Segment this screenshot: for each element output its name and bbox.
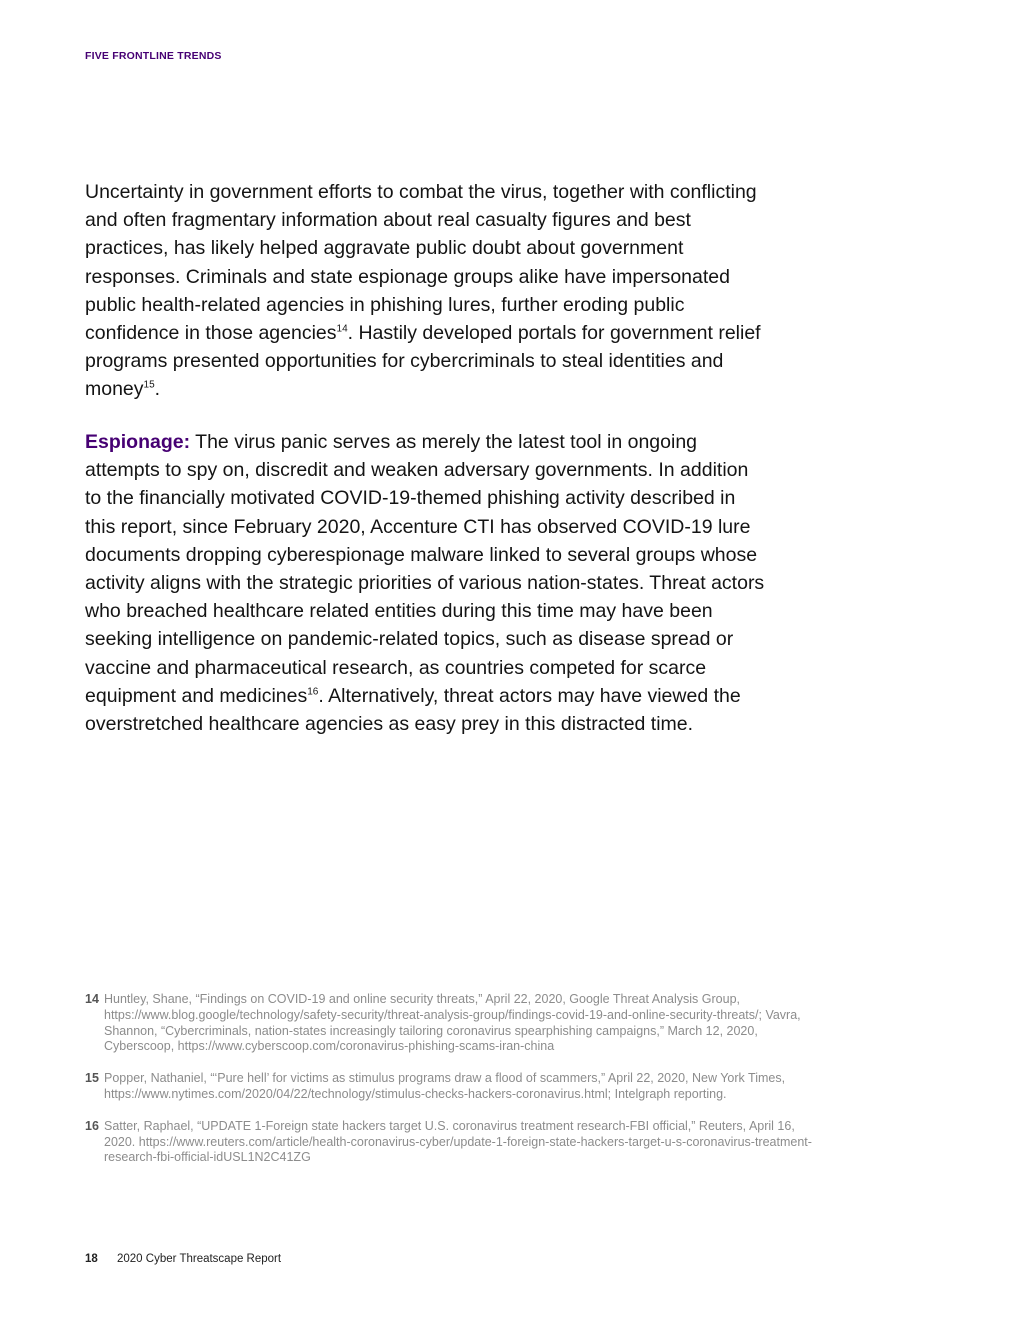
section-label: FIVE FRONTLINE TRENDS	[85, 50, 222, 62]
footnote-text: Satter, Raphael, “UPDATE 1-Foreign state hackers target U.S. coronavirus treatment research-FBI official,” Reuters, April 16, 2020. https://www.reuters.com/article/health-coronavirus-cyber/update-1-foreign-state-hackers-target-u-s-coronavirus-treatment-research-fbi-official-idUSL1N2C41ZG	[104, 1118, 812, 1165]
footnote-16	[85, 1119, 815, 1166]
footnote-number: 15	[85, 1071, 99, 1086]
footnote-ref-16: 16	[307, 686, 319, 698]
footnote-text: Popper, Nathaniel, “‘Pure hell’ for victims as stimulus programs draw a flood of scammers,” April 22, 2020, New York Times, https://www.nytimes.com/2020/04/22/technology/stimulus-checks-hackers-coronavirus.html; Intelgraph reporting.	[104, 1071, 786, 1101]
footnote-number: 16	[85, 1118, 99, 1133]
footnote-number: 14	[85, 992, 99, 1006]
footnote-14	[85, 992, 815, 1055]
body-paragraph-1	[85, 178, 765, 404]
footnote-text: Huntley, Shane, “Findings on COVID-19 and online security threats,” April 22, 2020, Google Threat Analysis Group, https://www.blog.google/technology/safety-security/threat-analysis-group/findings-covid-19-and-online-security-threats/; Vavra, Shannon, “Cybercriminals, nation-states increasingly tailoring coronavirus spearphishing campaigns,” March 12, 2020, Cyberscoop, https://www.cyberscoop.com/coronavirus-phishing-scams-iran-china	[104, 992, 801, 1054]
footnotes-section	[85, 992, 815, 1182]
body-paragraph-espionage	[85, 428, 765, 738]
paragraph-text: .	[154, 378, 161, 401]
page-number: 18	[85, 1253, 98, 1265]
paragraph-text: Uncertainty in government efforts to combat the virus, together with conflicting and often fragmentary information about real casualty figures and best practices, has likely helped aggravate public doubt about government responses. Criminals and state espionage groups alike have impersonated public health-related agencies in phishing lures, further eroding public confidence in those agencies	[85, 181, 757, 345]
footnote-15	[85, 1071, 815, 1103]
paragraph-text: . Hastily developed portals for government relief programs presented opportunities for cybercriminals to steal identities and money	[85, 322, 761, 401]
espionage-heading: Espionage:	[85, 431, 191, 453]
paragraph-text: The virus panic serves as merely the latest tool in ongoing attempts to spy on, discredit and weaken adversary governments. In addition to the financially motivated COVID-19-themed phishing activity described in this report, since February 2020, Accenture CTI has observed COVID-19 lure documents dropping cyberespionage malware linked to several groups whose activity aligns with the strategic priorities of various nation-states. Threat actors who breached healthcare related entities during this time may have been seeking intelligence on pandemic-related topics, such as disease spread or vaccine and pharmaceutical research, as countries competed for scarce equipment and medicines	[85, 431, 765, 707]
footnote-ref-14: 14	[336, 323, 348, 335]
report-title: 2020 Cyber Threatscape Report	[117, 1253, 282, 1265]
footnote-ref-15: 15	[143, 379, 155, 391]
paragraph-text: . Alternatively, threat actors may have viewed the overstretched healthcare agencies as easy prey in this distracted time.	[85, 684, 741, 736]
page-footer	[85, 1253, 281, 1265]
